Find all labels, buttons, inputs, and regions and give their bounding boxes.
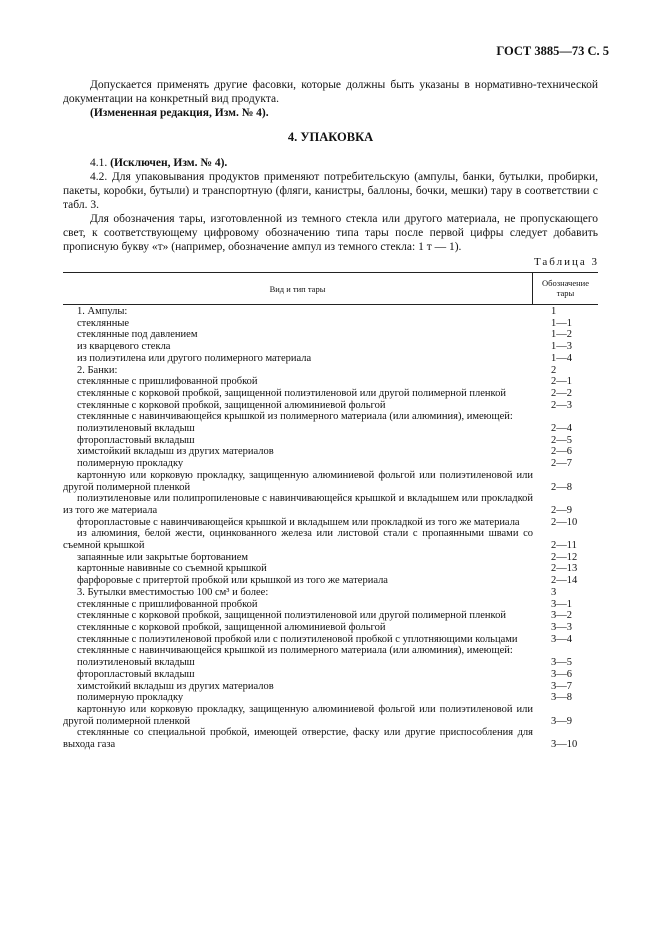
tare-type: из полиэтилена или другого полимерного материала <box>77 352 312 364</box>
table-row <box>63 563 598 575</box>
table-row <box>63 329 598 341</box>
table-row <box>63 341 598 353</box>
tare-type: из кварцевого стекла <box>77 341 171 353</box>
tare-code: 2—13 <box>551 563 578 575</box>
tare-code: 2—1 <box>551 376 572 388</box>
tare-code: 1—1 <box>551 317 572 329</box>
table-row <box>63 376 598 388</box>
tare-code: 3—10 <box>551 739 578 751</box>
table-row <box>63 610 598 622</box>
tare-code: 3—8 <box>551 692 572 704</box>
table-body <box>63 306 598 751</box>
tare-type: полиэтиленовые или полипропиленовые с навинчивающейся крышкой и вкладышем или прокладкой из того же материала <box>63 493 533 516</box>
clause-number: 4.1. <box>90 157 108 169</box>
tare-code: 3—7 <box>551 680 572 692</box>
page-header: ГОСТ 3885—73 С. 5 <box>496 44 609 58</box>
tare-type: стеклянные с корковой пробкой, защищенной алюминиевой фольгой <box>77 399 386 411</box>
tare-type: запаянные или закрытые бортованием <box>77 551 249 563</box>
tare-type: фторопластовые с навинчивающейся крышкой и вкладышем или прокладкой из того же материала <box>77 516 520 528</box>
table-row <box>63 446 598 458</box>
tare-code: 2—3 <box>551 399 572 411</box>
tare-code: 2—8 <box>551 481 572 493</box>
table-row <box>63 681 598 693</box>
table-row <box>63 435 598 447</box>
table-row <box>63 493 598 516</box>
table-row <box>63 423 598 435</box>
tare-type: полимерную прокладку <box>77 692 184 704</box>
tare-type: 3. Бутылки вместимостью 100 см³ и более: <box>77 586 269 598</box>
tare-code: 3—5 <box>551 657 572 669</box>
tare-code: 1—4 <box>551 352 572 364</box>
tare-type: химстойкий вкладыш из других материалов <box>77 680 274 692</box>
tare-type: стеклянные с корковой пробкой, защищенной полиэтиленовой или другой полимерной пленкой <box>77 610 506 622</box>
clause-4-1 <box>63 156 598 170</box>
table-row <box>63 353 598 365</box>
tare-type: стеклянные с пришлифованной пробкой <box>77 598 258 610</box>
tare-type: стеклянные под давлением <box>77 329 198 341</box>
tare-code: 3—9 <box>551 715 572 727</box>
tare-code: 1—2 <box>551 329 572 341</box>
clause-4-2: 4.2. Для упаковывания продуктов применяют потребительскую (ампулы, банки, бутылки, пробирки, пакеты, коробки, бутыли) и транспортную (фляги, канистры, баллоны, бочки, мешки) тару в соответствии с табл. 3. <box>63 171 598 211</box>
section-title: 4. УПАКОВКА <box>287 130 374 144</box>
tare-type: стеклянные с корковой пробкой, защищенной алюминиевой фольгой <box>77 621 386 633</box>
tare-type: стеклянные с навинчивающейся крышкой из полимерного материала (или алюминия), имеющей: <box>77 411 513 423</box>
tare-code: 2—12 <box>551 551 578 563</box>
clause-excluded-note: (Исключен, Изм. № 4). <box>110 157 228 169</box>
tare-type: фторопластовый вкладыш <box>77 668 195 680</box>
tare-type: стеклянные с навинчивающейся крышкой из полимерного материала (или алюминия), имеющей: <box>77 645 513 657</box>
tare-code: 3—6 <box>551 668 572 680</box>
table-row <box>63 552 598 564</box>
tare-code: 3—1 <box>551 598 572 610</box>
tare-type: картонную или корковую прокладку, защищенную алюминиевой фольгой или полиэтиленовой или другой полимерной пленкой <box>63 703 533 727</box>
table-row <box>63 622 598 634</box>
tare-type: стеклянные <box>77 317 130 329</box>
table-row <box>63 657 598 669</box>
tare-code: 1—3 <box>551 341 572 353</box>
table-row <box>63 528 598 551</box>
tare-code: 3—4 <box>551 633 572 645</box>
table-row <box>63 388 598 400</box>
tare-code: 3 <box>551 586 557 598</box>
tare-type: полиэтиленовый вкладыш <box>77 423 195 435</box>
tare-type: стеклянные с корковой пробкой, защищенной полиэтиленовой или другой полимерной пленкой <box>77 387 506 399</box>
tare-type: фарфоровые с притертой пробкой или крышкой из того же материала <box>77 575 388 587</box>
table-row <box>63 704 598 727</box>
table-row <box>63 318 598 330</box>
table-row <box>63 645 598 657</box>
table-row <box>63 587 598 599</box>
tare-type: картонную или корковую прокладку, защищенную алюминиевой фольгой или полиэтиленовой или другой полимерной пленкой <box>63 469 533 493</box>
table-row <box>63 400 598 412</box>
table-row <box>63 727 598 750</box>
tare-code: 2—9 <box>551 504 572 516</box>
tare-code: 1 <box>551 306 557 317</box>
tare-code: 2—4 <box>551 423 572 435</box>
tare-code: 2—10 <box>551 516 578 528</box>
tare-type: химстойкий вкладыш из других материалов <box>77 446 274 458</box>
table-row <box>63 599 598 611</box>
table-row <box>63 411 598 423</box>
tare-code: 3—3 <box>551 621 572 633</box>
table-caption: Таблица 3 <box>533 256 599 268</box>
table-row <box>63 517 598 529</box>
tare-code: 2—7 <box>551 458 572 470</box>
table-row <box>63 470 598 493</box>
table-top-border <box>63 272 598 273</box>
tare-type: 1. Ампулы: <box>77 306 128 317</box>
column-header-code: Обозначение тары <box>542 278 589 298</box>
table-row <box>63 669 598 681</box>
table-row <box>63 575 598 587</box>
clause-4-2-note: Для обозначения тары, изготовленной из темного стекла или другого материала, не пропускающего свет, к соответствующему цифровому обозначению типа тары после первой цифры следует добавить прописную букву «т» (например, обозначение ампул из темного стекла: 1 т — 1). <box>63 213 598 253</box>
table-row <box>63 306 598 318</box>
tare-type: из алюминия, белой жести, оцинкованного железа или листовой стали с пропаянными швами со съемной крышкой <box>63 528 533 552</box>
table-row <box>63 365 598 377</box>
tare-code: 2—14 <box>551 575 578 587</box>
tare-type: фторопластовый вкладыш <box>77 434 195 446</box>
tare-type: стеклянные со специальной пробкой, имеющей отверстие, фаску или другие приспособления для выхода газа <box>63 727 533 751</box>
tare-type: 2. Банки: <box>77 364 118 376</box>
intro-paragraph: Допускается применять другие фасовки, которые должны быть указаны в нормативно-технической документации на конкретный вид продукта. <box>63 79 598 105</box>
amendment-note: (Измененная редакция, Изм. № 4). <box>90 107 269 119</box>
tare-type: полимерную прокладку <box>77 458 184 470</box>
tare-code: 2 <box>551 364 557 376</box>
tare-code: 3—2 <box>551 610 572 622</box>
tare-type: картонные навивные со съемной крышкой <box>77 563 267 575</box>
tare-code: 2—5 <box>551 434 572 446</box>
tare-type: стеклянные с полиэтиленовой пробкой или с полиэтиленовой пробкой с уплотняющими кольцами <box>77 633 518 645</box>
table-row <box>63 634 598 646</box>
column-header-type: Вид и тип тары <box>269 284 326 294</box>
tare-type: полиэтиленовый вкладыш <box>77 657 195 669</box>
table-row <box>63 692 598 704</box>
tare-code: 2—6 <box>551 446 572 458</box>
table-header-border <box>63 304 598 305</box>
tare-code: 2—11 <box>551 540 577 552</box>
tare-type: стеклянные с пришлифованной пробкой <box>77 376 258 388</box>
table-row <box>63 458 598 470</box>
tare-code: 2—2 <box>551 387 572 399</box>
